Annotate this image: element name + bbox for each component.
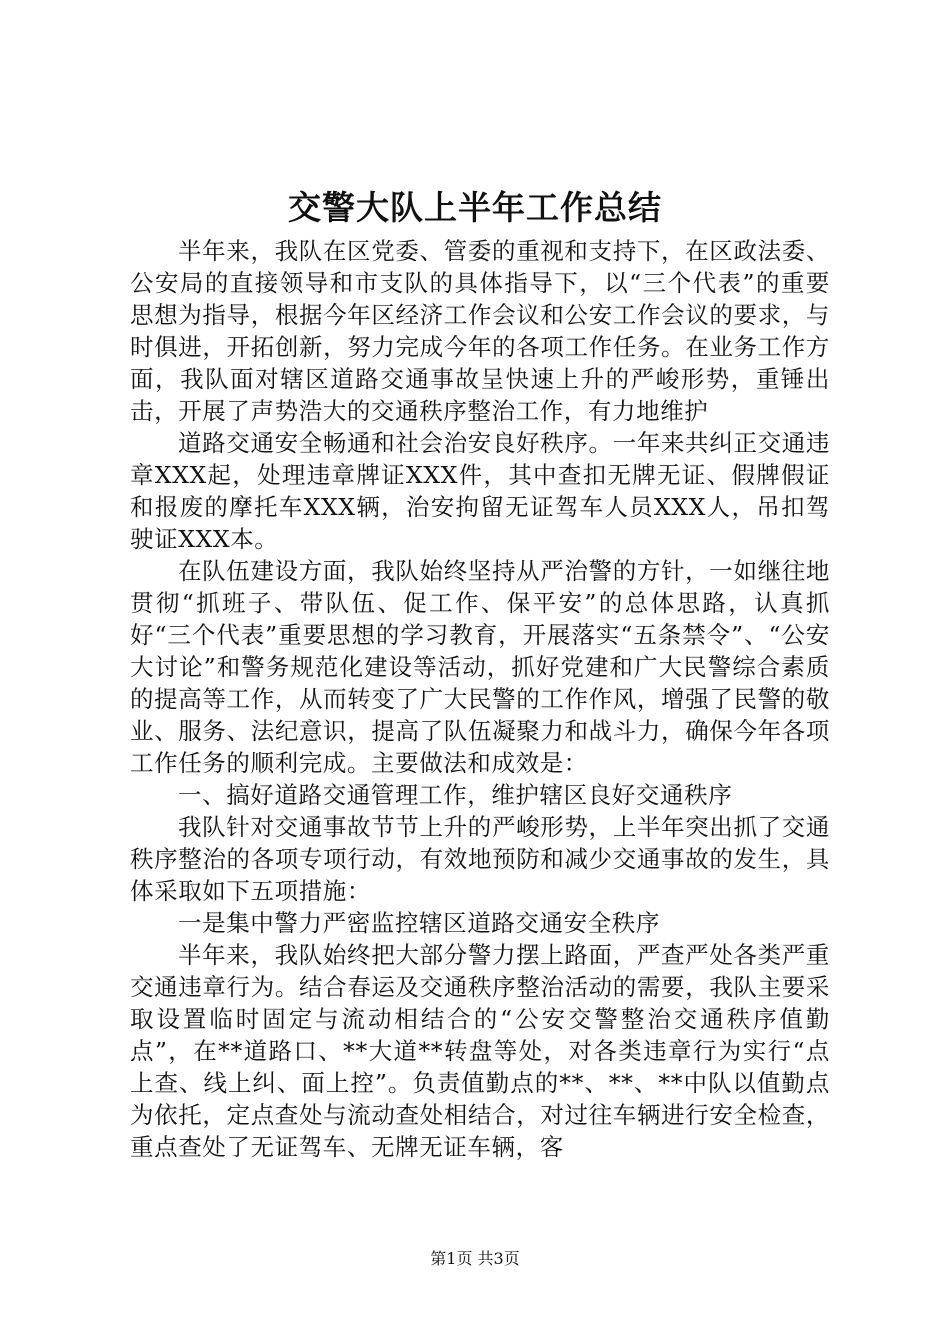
document-body <box>130 235 830 1163</box>
paragraph-4: 我队针对交通事故节节上升的严峻形势，上半年突出抓了交通秩序整治的各项专项行动，有效地预防和减少交通事故的发生，具体采取如下五项措施： <box>130 813 830 905</box>
paragraph-5: 半年来，我队始终把大部分警力摆上路面，严查严处各类严重交通违章行为。结合春运及交通秩序整治活动的需要，我队主要采取设置临时固定与流动相结合的“公安交警整治交通秩序值勤点”，在**道路口、**大道**转盘等处，对各类违章行为实行“点上查、线上纠、面上控”。负责值勤点的**、**、**中队以值勤点为依托，定点查处与流动查处相结合，对过往车辆进行安全检查，重点查处了无证驾车、无牌无证车辆，客 <box>130 941 830 1161</box>
paragraph-2: 道路交通安全畅通和社会治安良好秩序。一年来共纠正交通违章XXX起，处理违章牌证XXX件，其中查扣无牌无证、假牌假证和报废的摩托车XXX辆，治安拘留无证驾车人员XXX人，吊扣驾驶证XXX本。 <box>130 429 830 553</box>
section-heading-1: 一、搞好道路交通管理工作，维护辖区良好交通秩序 <box>178 781 733 809</box>
document-title: 交警大队上半年工作总结 <box>288 188 662 227</box>
paragraph-1: 半年来，我队在区党委、管委的重视和支持下，在区政法委、公安局的直接领导和市支队的具体指导下，以“三个代表”的重要思想为指导，根据今年区经济工作会议和公安工作会议的要求，与时俱进，开拓创新，努力完成今年的各项工作任务。在业务工作方面，我队面对辖区道路交通事故呈快速上升的严峻形势，重锤出击，开展了声势浩大的交通秩序整治工作，有力地维护 <box>130 237 830 425</box>
page-footer: 第1页 共3页 <box>430 1249 520 1268</box>
paragraph-3: 在队伍建设方面，我队始终坚持从严治警的方针，一如继往地贯彻“抓班子、带队伍、促工作、保平安”的总体思路，认真抓好“三个代表”重要思想的学习教育，开展落实“五条禁令”、“公安大讨论”和警务规范化建设等活动，抓好党建和广大民警综合素质的提高等工作，从而转变了广大民警的工作作风，增强了民警的敬业、服务、法纪意识，提高了队伍凝聚力和战斗力，确保今年各项工作任务的顺利完成。主要做法和成效是： <box>130 557 830 777</box>
subsection-heading-1: 一是集中警力严密监控辖区道路交通安全秩序 <box>178 909 660 937</box>
